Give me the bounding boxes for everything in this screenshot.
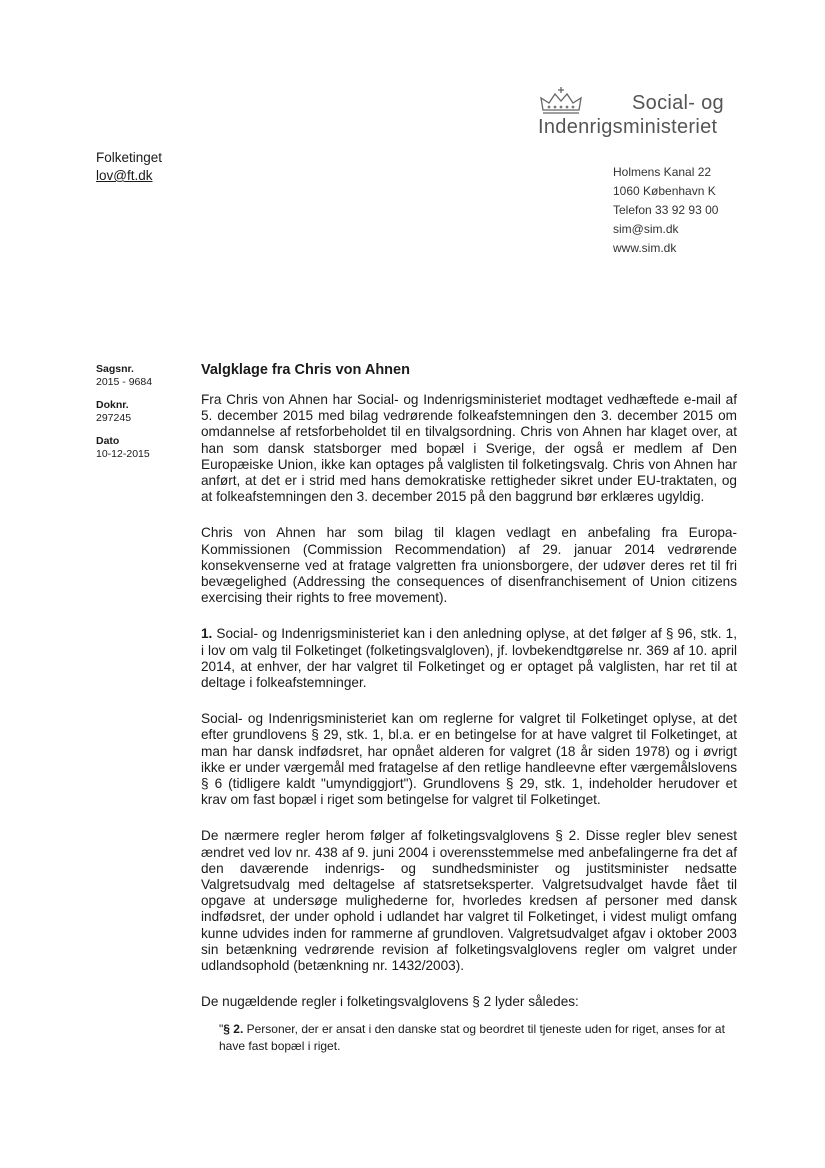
dato-label: Dato bbox=[96, 435, 120, 447]
sagsnr-label: Sagsnr. bbox=[96, 363, 134, 375]
quote-section: § 2. bbox=[223, 1022, 244, 1036]
paragraph bbox=[201, 626, 737, 691]
address-phone: Telefon 33 92 93 00 bbox=[613, 203, 719, 217]
law-quote bbox=[219, 1021, 739, 1055]
sender-address bbox=[613, 163, 718, 258]
paragraph: De nærmere regler herom følger af folketingsvalglovens § 2. Disse regler blev senest ændret ved lov nr. 438 af 9. juni 2004 i overensstemmelse med anbefalingerne fra det af den daværende indenrigs- og sundhedsminister og justitsminister nedsatte Valgretsudvalg med deltagelse af statsretseksperter. Valgretsudvalget havde fået til opgave at undersøge mulighederne for, hvorledes kredsen af personer med dansk indfødsret, der under ophold i udlandet har valgret til Folketinget, i videst muligt omfang kunne udvides inden for rammerne af grundloven. Valgretsudvalget afgav i oktober 2003 sin betænkning vedrørende revision af folketingsvalglovens regler om valgret under udlandsophold (betænkning nr. 1432/2003). bbox=[201, 828, 737, 974]
letterhead-line2: Indenrigsministeriet bbox=[538, 116, 718, 138]
address-email: sim@sim.dk bbox=[613, 222, 679, 236]
letter-subject: Valgklage fra Chris von Ahnen bbox=[201, 362, 410, 378]
recipient-name: Folketinget bbox=[96, 150, 163, 165]
letter-body bbox=[201, 392, 737, 1027]
case-metadata bbox=[96, 363, 152, 471]
address-web: www.sim.dk bbox=[613, 241, 677, 255]
paragraph: Social- og Indenrigsministeriet kan om reglerne for valgret til Folketinget oplyse, at det efter grundlovens § 29, stk. 1, bl.a. er en betingelse for at have valgret til Folketinget, at man har dansk indfødsret, har opnået alderen for valgret (18 år siden 1978) og i øvrigt ikke er under værgemål med fratagelse af den retlige handleevne efter værgemålslovens § 6 (tidligere kaldt "umyndiggjort"). Grundlovens § 29, stk. 1, indeholder herudover et krav om fast bopæl i riget som betingelse for valgret til Folketinget. bbox=[201, 711, 737, 808]
sagsnr-value: 2015 - 9684 bbox=[96, 376, 153, 388]
paragraph: Fra Chris von Ahnen har Social- og Indenrigsministeriet modtaget vedhæftede e-mail af 5. december 2015 med bilag vedrørende folkeafstemningen den 3. december 2015 om omdannelse af retsforbeholdet til en tilvalgsordning. Chris von Ahnen har klaget over, at han som dansk statsborger med bopæl i Sverige, der også er medlem af Den Europæiske Union, ikke kan optages på valglisten til folketingsvalg. Chris von Ahnen har anført, at det er i strid med hans demokratiske rettigheder sikret under EU-traktaten, og at folkeafstemningen den 3. december 2015 på den baggrund bør erklæres ugyldig. bbox=[201, 392, 737, 505]
paragraph-text: Social- og Indenrigsministeriet kan i den anledning oplyse, at det følger af § 96, stk. 1, i lov om valg til Folketinget (folketingsvalgloven), jf. lovbekendtgørelse nr. 369 af 10. april 2014, at enhver, der har valgret til Folketinget og er optaget på valglisten, har ret til at deltage i folkeafstemninger. bbox=[201, 626, 737, 691]
quote-mark: " bbox=[219, 1022, 224, 1036]
recipient-email[interactable]: lov@ft.dk bbox=[96, 168, 153, 183]
address-city: 1060 København K bbox=[613, 184, 716, 198]
paragraph: Chris von Ahnen har som bilag til klagen vedlagt en anbefaling fra Europa-Kommissionen (Commission Recommendation) af 29. januar 2014 vedrørende konsekvenserne ved at fratage valgretten fra unionsborgere, der udøver deres ret til fri bevægelighed (Addressing the consequences of disenfranchisement of Union citizens exercising their rights to free movement). bbox=[201, 525, 737, 606]
address-street: Holmens Kanal 22 bbox=[613, 165, 712, 179]
ministry-logo bbox=[525, 86, 771, 146]
crown-icon bbox=[537, 86, 585, 118]
letterhead-line1: Social- og bbox=[632, 92, 724, 114]
doknr-value: 297245 bbox=[96, 412, 132, 424]
doknr-label: Doknr. bbox=[96, 399, 129, 411]
paragraph-number: 1. bbox=[201, 626, 213, 642]
recipient-block bbox=[96, 149, 162, 185]
dato-value: 10-12-2015 bbox=[96, 448, 150, 460]
quote-text: Personer, der er ansat i den danske stat og beordret til tjeneste uden for riget, anses for at have fast bopæl i riget. bbox=[219, 1022, 725, 1053]
paragraph: De nugældende regler i folketingsvalglovens § 2 lyder således: bbox=[201, 994, 579, 1010]
